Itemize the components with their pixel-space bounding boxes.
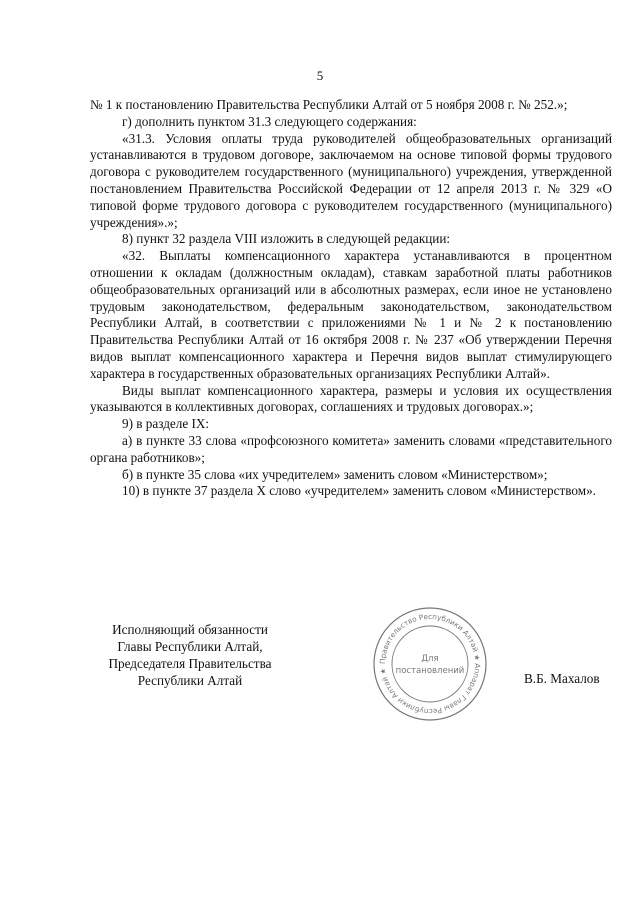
paragraph-item-10: 10) в пункте 37 раздела X слово «учредителем» заменить словом «Министерством». [122, 483, 596, 499]
seal-inner-ring [392, 626, 468, 702]
paragraph-item-9a: а) в пункте 33 слова «профсоюзного комитета» заменить словами «представительного органа работников»; [90, 432, 612, 465]
seal-ring-text: Правительство Республики Алтай ★ Аппарат Главы Республики Алтай ★ [377, 611, 483, 717]
position-line: Председателя Правительства [108, 656, 272, 671]
paragraph-item-9: 9) в разделе IX: [122, 416, 210, 432]
position-line: Республики Алтай [137, 673, 243, 688]
position-line: Исполняющий обязанности [112, 622, 268, 637]
paragraph-payment-types: Виды выплат компенсационного характера, размеры и условия их осуществления указываются в коллективных договорах, соглашениях и трудовых договорах.»; [90, 382, 612, 415]
paragraph-32: «32. Выплаты компенсационного характера устанавливаются в процентном отношении к окладам (должностным окладам), ставкам заработной платы работников общеобразовательных организаций или в абсолютных размерах, если иное не установлено трудовым законодательством, федеральным законодательством, законодательством Республики Алтай, в соответствии с приложениями № 1 и № 2 к постановлению Правительства Республики Алтай от 16 октября 2008 г. № 237 «Об утверждении Перечня видов выплат компенсационного характера и Перечня видов выплат стимулирующего характера в государственных образовательных организациях Республики Алтай». [90, 248, 612, 381]
paragraph-continuation: № 1 к постановлению Правительства Республики Алтай от 5 ноября 2008 г. № 252.»; [90, 97, 568, 112]
paragraph-item-8: 8) пункт 32 раздела VIII изложить в следующей редакции: [122, 231, 451, 247]
seal-center-line: постановлений [395, 666, 465, 676]
paragraph-item-g: г) дополнить пунктом 31.3 следующего содержания: [122, 113, 417, 129]
seal-center-line: Для [421, 654, 439, 664]
signatory-position [90, 621, 290, 689]
document-body [90, 97, 612, 500]
seal-outer-ring [374, 608, 486, 720]
page-number: 5 [316, 68, 324, 83]
official-seal-stamp [372, 606, 488, 722]
position-line: Главы Республики Алтай, [117, 639, 263, 654]
paragraph-item-9b: б) в пункте 35 слова «их учредителем» заменить словом «Министерством»; [122, 466, 548, 482]
signatory-name: В.Б. Махалов [524, 671, 600, 686]
paragraph-31-3: «31.3. Условия оплаты труда руководителей общеобразовательных организаций устанавливаются в трудовом договоре, заключаемом на основе типовой формы трудового договора с руководителем государственного (муниципального) учреждения, утвержденной постановлением Правительства Российской Федерации от 12 апреля 2013 г. № 329 «О типовой форме трудового договора с руководителем государственного (муниципального) учреждения».»; [90, 130, 612, 230]
